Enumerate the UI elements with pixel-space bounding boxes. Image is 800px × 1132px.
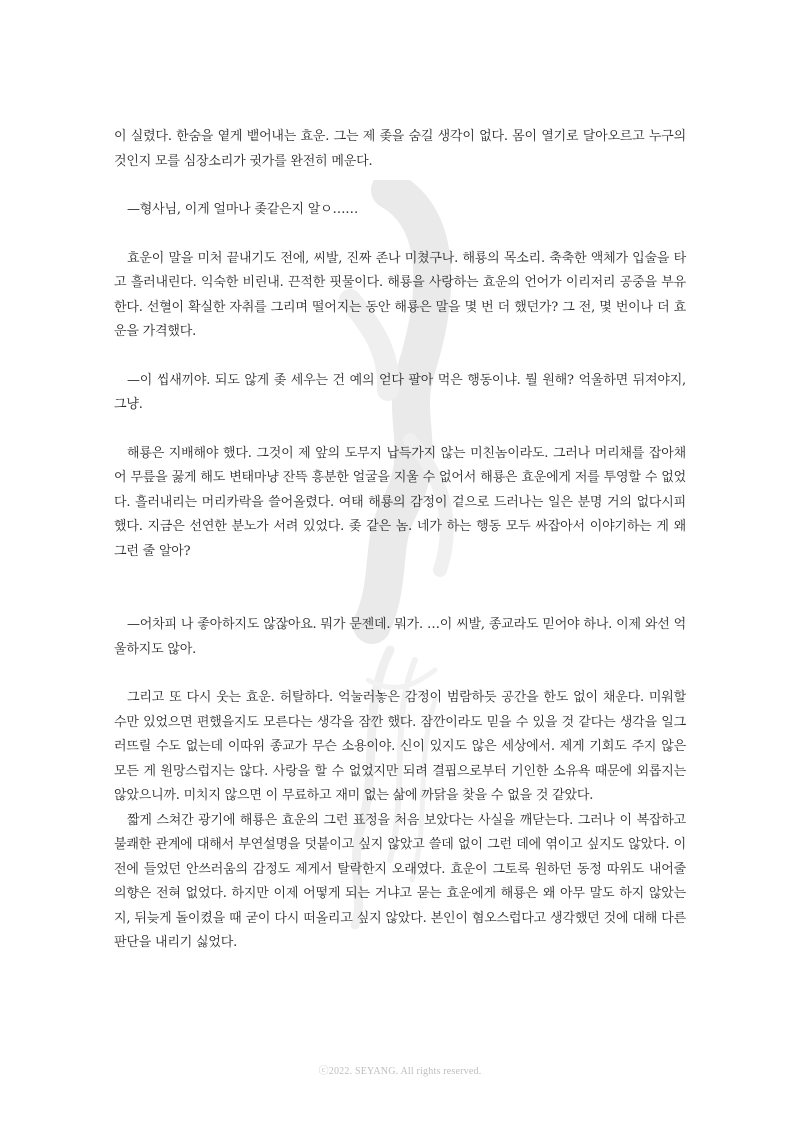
- paragraph: 효운이 말을 미처 끝내기도 전에, 씨발, 진짜 존나 미쳤구나. 해룡의 목소리. 축축한 액체가 입술을 타고 흘러내린다. 익숙한 비린내. 끈적한 핏물이다. 해룡을 사랑하는 효운의 언어가 이리저리 공중을 부유한다. 선혈이 확실한 자취를 그리며 떨어지는 동안 해룡은 말을 몇 번 더 했던가? 그 전, 몇 번이나 더 효운을 가격했다.: [114, 250, 686, 339]
- paragraph: 짧게 스쳐간 광기에 해룡은 효운의 그런 표정을 처음 보았다는 사실을 깨닫는다. 그러나 이 복잡하고 불쾌한 관계에 대해서 부연설명을 덧붙이고 싶지 않았고 쓸데 없이 그런 데에 엮이고 싶지도 않았다. 이전에 들었던 안쓰러움의 감정도 제게서 탈락한지 오래였다. 효운이 그토록 원하던 동정 따위도 내어줄 의향은 전혀 없었다. 하지만 이제 어떻게 되는 거냐고 묻는 효운에게 해룡은 왜 아무 말도 하지 않았는지, 뒤늦게 돌이켰을 때 굳이 다시 떠올리고 싶지 않았다. 본인이 혐오스럽다고 생각했던 것에 대해 다른 판단을 내리기 싫었다.: [114, 812, 686, 950]
- document-body: [114, 125, 686, 956]
- paragraph: 이 실렸다. 한숨을 옅게 뱉어내는 효운. 그는 제 좆을 숨길 생각이 없다. 몸이 열기로 달아오르고 누구의 것인지 모를 심장소리가 귓가를 완전히 메운다.: [114, 129, 686, 169]
- dialogue-paragraph: —어차피 나 좋아하지도 않잖아요. 뭐가 문젠데. 뭐가. …이 씨발, 종교라도 믿어야 하나. 이제 와선 억울하지도 않아.: [114, 617, 686, 657]
- dialogue-paragraph: —형사님, 이게 얼마나 좆같은지 알ㅇ……: [127, 202, 359, 217]
- dialogue-paragraph: —이 씹새끼야. 되도 않게 좆 세우는 건 예의 얻다 팔아 먹은 행동이냐. 뭘 원해? 억울하면 뒤져야지, 그냥.: [114, 372, 686, 412]
- paragraph: 그리고 또 다시 웃는 효운. 허탈하다. 억눌러놓은 감정이 범람하듯 공간을 한도 없이 채운다. 미워할 수만 있었으면 편했을지도 모른다는 생각을 잠깐 했다. 잠깐이라도 믿을 수 있을 것 같다는 생각을 일그러뜨릴 수도 없는데 이따위 종교가 무슨 소용이야. 신이 있지도 않은 세상에서. 제게 기회도 주지 않은 모든 게 원망스럽지는 않다. 사랑을 할 수 없었지만 되려 결핍으로부터 기인한 소유욕 때문에 외롭지는 않았으니까. 미치지 않으면 이 무료하고 재미 없는 삶에 까닭을 찾을 수 없을 것 같았다.: [114, 690, 686, 803]
- paragraph: 해룡은 지배해야 했다. 그것이 제 앞의 도무지 납득가지 않는 미친놈이라도. 그러나 머리채를 잡아채어 무릎을 꿇게 해도 변태마냥 잔뜩 흥분한 얼굴을 지울 수 없어서 해룡은 효운에게 저를 투영할 수 없었다. 흘러내리는 머리카락을 쓸어올렸다. 여태 해룡의 감정이 겉으로 드러나는 일은 분명 거의 없다시피 했다. 지금은 선연한 분노가 서려 있었다. 좆 같은 놈. 네가 하는 행동 모두 싸잡아서 이야기하는 게 왜 그런 줄 알아?: [114, 445, 686, 559]
- copyright-footer: ⓒ2022. SEYANG. All rights reserved.: [318, 1066, 482, 1077]
